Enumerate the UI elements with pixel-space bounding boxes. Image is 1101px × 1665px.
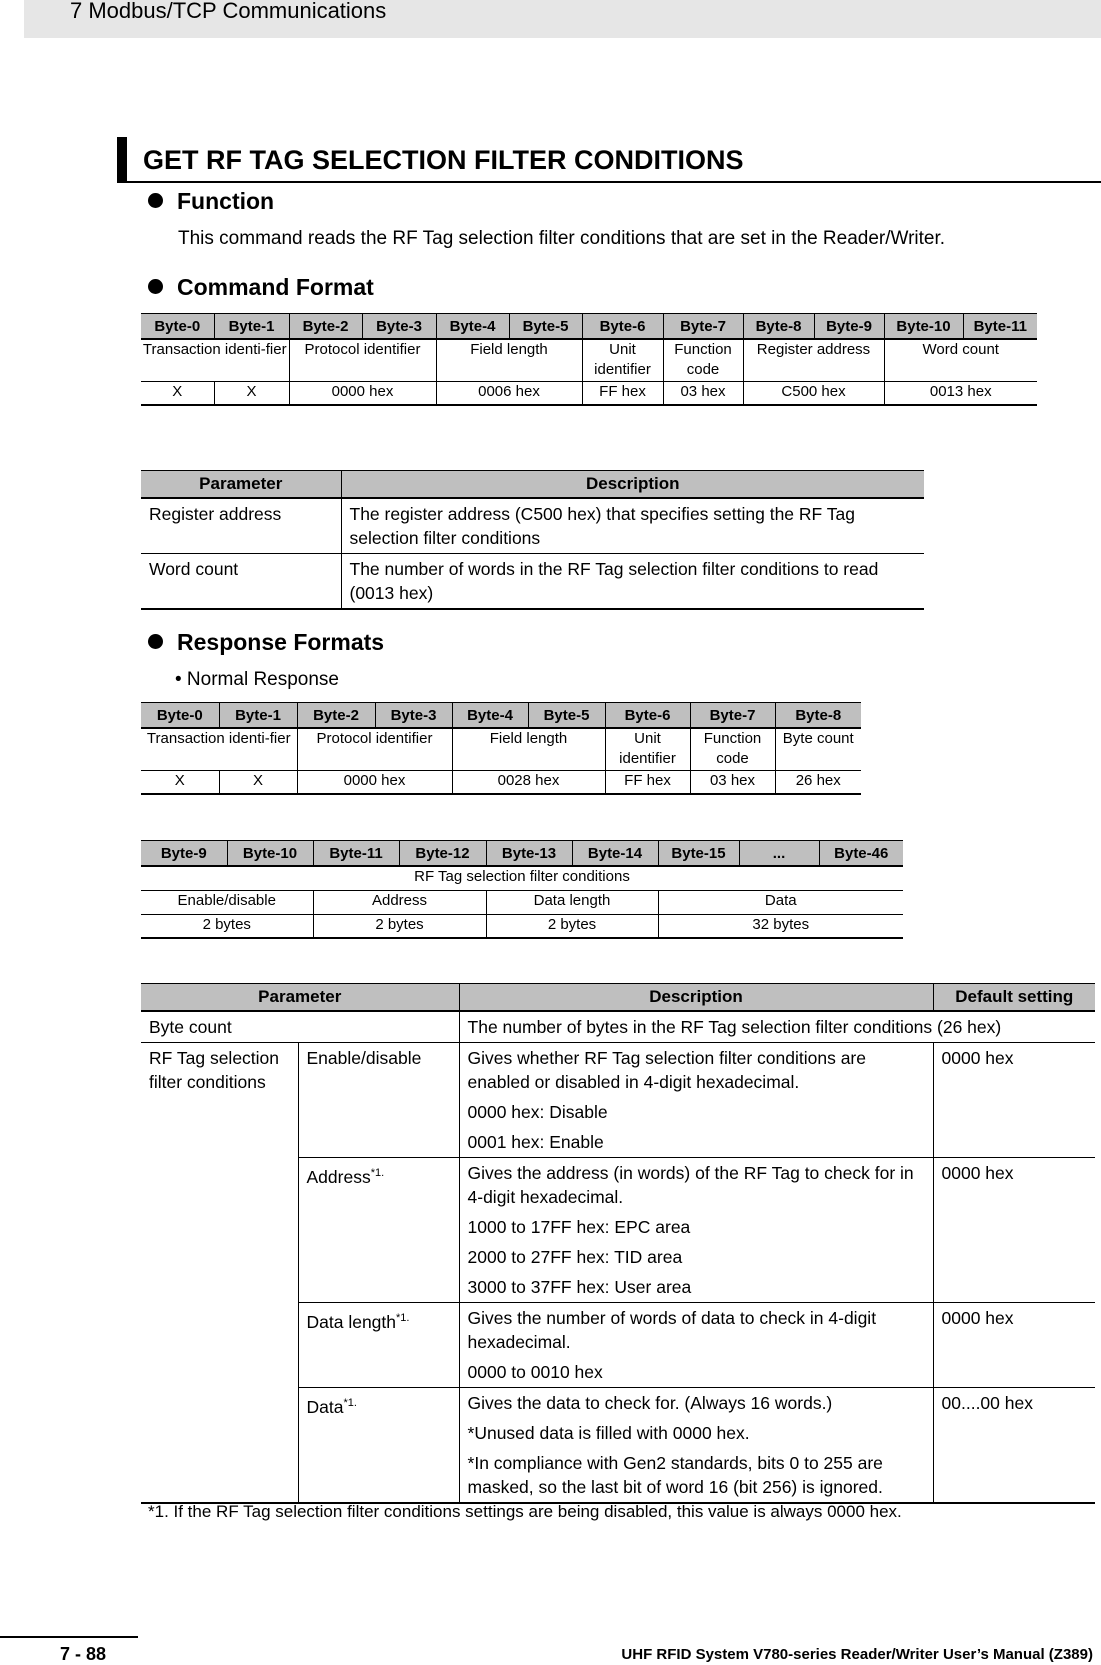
field-name: Unit identifier [582, 339, 663, 381]
param-name: Byte count [141, 1011, 459, 1043]
field-value: 0006 hex [436, 381, 582, 405]
desc-line: Gives the number of words of data to check in 4-digit hexadecimal. [467, 1308, 877, 1352]
field-name: Field length [436, 339, 582, 381]
section-title-bar [117, 137, 1101, 183]
desc-line: 3000 to 37FF hex: User area [467, 1277, 692, 1297]
field-name: Protocol identifier [289, 339, 436, 381]
param-desc [459, 1303, 933, 1388]
param-name-text: Data length [306, 1312, 397, 1332]
param-desc: The register address (C500 hex) that specifies setting the RF Tag selection filter conditions [341, 498, 924, 554]
chapter-title: 7 Modbus/TCP Communications [70, 0, 387, 23]
field-value: 32 bytes [658, 914, 903, 938]
response-formats-heading: Response Formats [148, 629, 384, 656]
param-name-text: Address [306, 1167, 371, 1187]
column-header: Description [459, 984, 933, 1012]
response-parameter-table [141, 983, 1095, 1504]
footnote-ref: *1. [343, 1397, 357, 1409]
byte-label: Byte-12 [399, 841, 486, 867]
default-value: 0000 hex [933, 1158, 1095, 1303]
field-name: Transaction identi-fier [141, 339, 289, 381]
default-value: 00....00 hex [933, 1388, 1095, 1504]
byte-label: Byte-15 [658, 841, 739, 867]
field-name: Transaction identi-fier [141, 728, 297, 770]
span-label: RF Tag selection filter conditions [141, 866, 903, 890]
table-row [141, 1043, 1095, 1158]
byte-label: Byte-3 [362, 314, 436, 340]
field-name: Address [313, 890, 486, 914]
byte-label: Byte-3 [375, 703, 452, 729]
field-value: X [219, 770, 297, 794]
param-desc: The number of words in the RF Tag selection filter conditions to read (0013 hex) [341, 554, 924, 610]
field-value: 0028 hex [452, 770, 605, 794]
manual-title: UHF RFID System V780-series Reader/Writer User’s Manual (Z389) [621, 1646, 1093, 1663]
field-value: C500 hex [743, 381, 884, 405]
param-name-text: Data [306, 1397, 344, 1417]
default-value: 0000 hex [933, 1303, 1095, 1388]
response-byte-table [141, 702, 861, 795]
field-value: 2 bytes [486, 914, 658, 938]
byte-label: Byte-6 [582, 314, 663, 340]
field-name-row [141, 339, 1037, 381]
field-name: Byte count [775, 728, 861, 770]
field-value: 2 bytes [141, 914, 313, 938]
byte-label: Byte-8 [775, 703, 861, 729]
param-name [298, 1388, 459, 1504]
byte-label: Byte-14 [572, 841, 658, 867]
desc-line: 2000 to 27FF hex: TID area [467, 1247, 683, 1267]
command-format-heading: Command Format [148, 274, 374, 301]
field-name: Data length [486, 890, 658, 914]
table-row [141, 554, 924, 610]
desc-line: Gives whether RF Tag selection filter conditions are enabled or disabled in 4-digit hexadecimal. [467, 1048, 866, 1092]
byte-label: Byte-0 [141, 314, 214, 340]
byte-label: Byte-0 [141, 703, 219, 729]
byte-label: Byte-1 [219, 703, 297, 729]
desc-line: Gives the address (in words) of the RF Tag to check for in 4-digit hexadecimal. [467, 1163, 914, 1207]
param-name [298, 1158, 459, 1303]
byte-label: Byte-5 [509, 314, 582, 340]
byte-label: Byte-10 [884, 314, 963, 340]
default-value: 0000 hex [933, 1043, 1095, 1158]
byte-header-row [141, 314, 1037, 340]
byte-label: Byte-4 [436, 314, 509, 340]
field-value: FF hex [582, 381, 663, 405]
desc-line: 0000 hex: Disable [467, 1102, 608, 1122]
command-parameter-table [141, 470, 924, 610]
field-value: 0000 hex [289, 381, 436, 405]
command-byte-table [141, 313, 1037, 406]
byte-label: Byte-7 [663, 314, 743, 340]
desc-line: *Unused data is filled with 0000 hex. [467, 1423, 750, 1443]
footnote-ref: *1. [396, 1312, 410, 1324]
field-name: Field length [452, 728, 605, 770]
column-header: Default setting [933, 984, 1095, 1012]
byte-label: Byte-5 [528, 703, 605, 729]
byte-label: Byte-6 [605, 703, 690, 729]
field-value: X [141, 381, 214, 405]
field-value: X [141, 770, 219, 794]
column-header: Parameter [141, 984, 459, 1012]
field-name: Data [658, 890, 903, 914]
byte-label: Byte-2 [297, 703, 375, 729]
field-name: Function code [690, 728, 775, 770]
byte-label: Byte-1 [214, 314, 289, 340]
footnote: *1. If the RF Tag selection filter conditions settings are being disabled, this value is always 0000 hex. [148, 1502, 902, 1521]
field-name: Function code [663, 339, 743, 381]
param-name: Word count [141, 554, 341, 610]
param-name [298, 1303, 459, 1388]
footnote-ref: *1. [370, 1167, 385, 1179]
field-value: 03 hex [690, 770, 775, 794]
param-desc: The number of bytes in the RF Tag selection filter conditions (26 hex) [459, 1011, 1095, 1043]
column-header: Parameter [141, 471, 341, 499]
byte-label: ... [739, 841, 819, 867]
byte-label: Byte-11 [313, 841, 399, 867]
table-row [141, 1011, 1095, 1043]
byte-label: Byte-7 [690, 703, 775, 729]
desc-line: 0000 to 0010 hex [467, 1362, 603, 1382]
param-desc [459, 1158, 933, 1303]
field-name: Unit identifier [605, 728, 690, 770]
field-value: 03 hex [663, 381, 743, 405]
param-desc [459, 1388, 933, 1504]
desc-line: Gives the data to check for. (Always 16 words.) [467, 1393, 833, 1413]
param-desc [459, 1043, 933, 1158]
byte-label: Byte-4 [452, 703, 528, 729]
desc-line: 0001 hex: Enable [467, 1132, 604, 1152]
section-title: GET RF TAG SELECTION FILTER CONDITIONS [143, 145, 744, 175]
field-name: Enable/disable [141, 890, 313, 914]
field-value: 0013 hex [884, 381, 1037, 405]
normal-response-label: • Normal Response [175, 669, 339, 690]
footer-rule [0, 1636, 138, 1638]
field-value: FF hex [605, 770, 690, 794]
field-value: 0000 hex [297, 770, 452, 794]
group-label: RF Tag selection filter conditions [141, 1043, 298, 1504]
field-value: 2 bytes [313, 914, 486, 938]
byte-label: Byte-13 [486, 841, 572, 867]
field-value: 26 hex [775, 770, 861, 794]
byte-label: Byte-9 [141, 841, 227, 867]
byte-label: Byte-11 [963, 314, 1037, 340]
param-name: Register address [141, 498, 341, 554]
page-number: 7 - 88 [60, 1644, 107, 1664]
table-row [141, 498, 924, 554]
column-header: Description [341, 471, 924, 499]
function-text: This command reads the RF Tag selection filter conditions that are set in the Reader/Writer. [178, 228, 946, 249]
byte-label: Byte-2 [289, 314, 362, 340]
field-value-row [141, 381, 1037, 405]
function-heading: Function [148, 188, 274, 215]
byte-label: Byte-46 [819, 841, 903, 867]
field-name: Word count [884, 339, 1037, 381]
byte-label: Byte-8 [743, 314, 814, 340]
param-name: Enable/disable [298, 1043, 459, 1158]
field-value: X [214, 381, 289, 405]
byte-label: Byte-10 [227, 841, 313, 867]
desc-line: 1000 to 17FF hex: EPC area [467, 1217, 691, 1237]
field-name: Protocol identifier [297, 728, 452, 770]
field-name: Register address [743, 339, 884, 381]
desc-line: *In compliance with Gen2 standards, bits 0 to 255 are masked, so the last bit of word 16 (bit 256) is ignored. [467, 1453, 883, 1497]
response-data-byte-table [141, 840, 903, 939]
byte-label: Byte-9 [814, 314, 884, 340]
